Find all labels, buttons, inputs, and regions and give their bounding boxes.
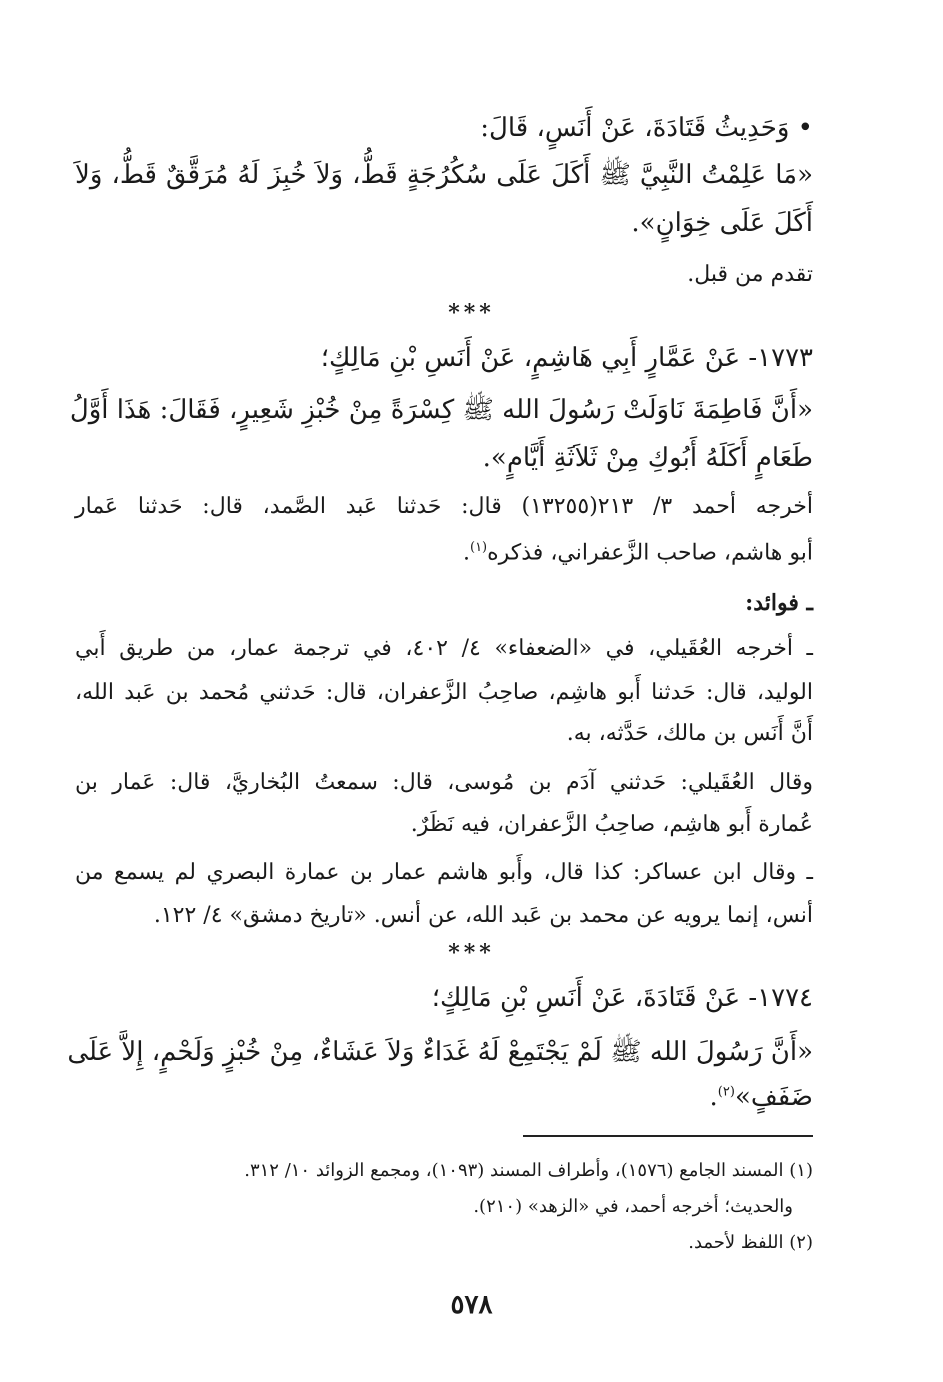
footnote-ref: (١)	[469, 540, 488, 555]
text-line: «أَنَّ رَسُولَ الله ﷺ لَمْ يَجْتَمِعْ لَهُ غَدَاءٌ وَلاَ عَشَاءٌ، مِنْ خُبْزٍ وَلَحْمٍ، إِلاَّ عَلَى	[67, 1037, 813, 1067]
text-line-body: أبو هاشم، صاحب الزَّعفراني، فذكره	[487, 540, 813, 566]
page-number: ٥٧٨	[450, 1290, 493, 1320]
text-line-end: .	[462, 540, 470, 566]
text-line	[463, 540, 813, 565]
text-line: ـ أخرجه العُقَيلي، في «الضعفاء» ٤/ ٤٠٢، في ترجمة عمار، من طريق أَبي	[75, 636, 813, 661]
hadith-heading: ١٧٧٤- عَنْ قَتَادَةَ، عَنْ أَنَسِ بْنِ مَالِكٍ؛	[431, 983, 813, 1013]
text-line: تقدم من قبل.	[687, 262, 813, 287]
text-line-body: ضَفَفٍ»	[734, 1082, 813, 1112]
text-line: عُمارة أَبو هاشِم، صاحِبُ الزَّعفران، فيه نَظَرٌ.	[410, 812, 813, 837]
text-line: «مَا عَلِمْتُ النَّبِيَّ ﷺ أَكَلَ عَلَى سُكُرُجَةٍ قَطُّ، وَلاَ خُبِزَ لَهُ مُرَقَّقٌ قَطُّ، وَلاَ	[75, 160, 813, 190]
text-line: • وَحَدِيثُ قَتَادَةَ، عَنْ أَنَسٍ، قَالَ:	[480, 113, 813, 143]
text-line: أَكَلَ عَلَى خِوَانٍ».	[631, 208, 813, 238]
text-line: أَنَّ أَنَس بن مالك، حَدَّثه، به.	[566, 721, 813, 746]
section-separator: ***	[448, 940, 495, 966]
hadith-heading: ١٧٧٣- عَنْ عَمَّارٍ أَبِي هَاشِمٍ، عَنْ أَنَسِ بْنِ مَالِكٍ؛	[320, 343, 813, 373]
text-line	[710, 1082, 813, 1112]
footnote: (١) المسند الجامع (١٥٧٦)، وأطراف المسند (١٠٩٣)، ومجمع الزوائد ١٠/ ٣١٢.	[244, 1160, 813, 1181]
text-line-end: .	[709, 1082, 718, 1112]
section-separator: ***	[448, 300, 495, 326]
text-line: طَعَامٍ أَكَلَهُ أَبُوكِ مِنْ ثَلاَثَةِ أَيَّامٍ».	[482, 443, 813, 473]
text-line: وقال العُقَيلي: حَدثني آدَم بن مُوسى، قال: سمعتُ البُخاريَّ، قال: عَمار بن	[75, 770, 813, 795]
footnote: والحديث؛ أخرجه أحمد، في «الزهد» (٢١٠).	[473, 1196, 793, 1217]
footnote: (٢) اللفظ لأحمد.	[688, 1232, 813, 1253]
footnote-divider	[523, 1135, 813, 1137]
section-heading: ـ فوائد:	[745, 590, 813, 616]
text-line: الوليد، قال: حَدثنا أَبو هاشِم، صاحِبُ الزَّعفران، قال: حَدثني مُحمد بن عَبد الله،	[75, 680, 813, 705]
text-line: أنس، إنما يرويه عن محمد بن عَبد الله، عن أنس. «تاريخ دمشق» ٤/ ١٢٢.	[153, 903, 813, 928]
text-line: أخرجه أحمد ٣/ ٢١٣(١٣٢٥٥) قال: حَدثنا عَبد الصَّمد، قال: حَدثنا عَمار	[75, 494, 813, 519]
text-line: «أَنَّ فَاطِمَةَ نَاوَلَتْ رَسُولَ الله ﷺ كِسْرَةً مِنْ خُبْزِ شَعِيرٍ، فَقَالَ: هَذَا أَوَّلُ	[69, 395, 813, 425]
footnote-ref: (٢)	[717, 1084, 735, 1100]
text-line: ـ وقال ابن عساكر: كذا قال، وأَبو هاشم عمار بن عمارة البصري لم يسمع من	[75, 860, 813, 885]
